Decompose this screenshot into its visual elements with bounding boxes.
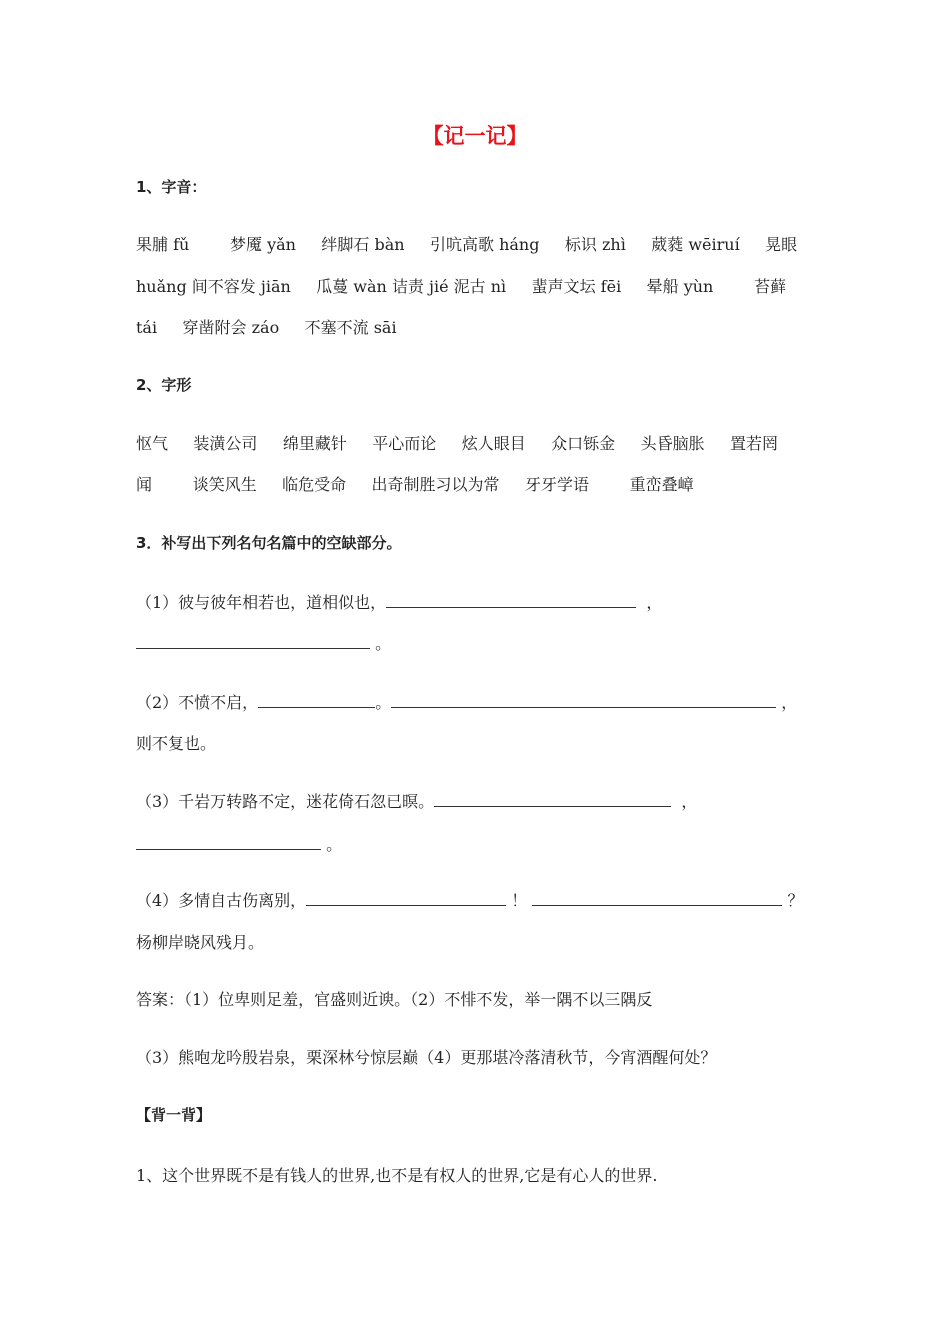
question-3 xyxy=(136,789,697,812)
question-2-cont: 则不复也。 xyxy=(136,734,217,753)
recite-line-1: 1、这个世界既不是有钱人的世界,也不是有权人的世界,它是有心人的世界. xyxy=(136,1166,658,1185)
page-title: 【记一记】 xyxy=(422,124,528,148)
punctuation: 。 xyxy=(375,634,392,653)
answer-blank[interactable] xyxy=(434,792,671,807)
pronunciation-line-3: tái 穿凿附会 záo 不塞不流 sāi xyxy=(136,318,397,337)
punctuation: ？ xyxy=(787,891,804,910)
question-2-text: （2）不愤不启， xyxy=(136,693,259,712)
characters-line-1: 怄气 装潢公司 绵里藏针 平心而论 炫人眼目 众口铄金 头昏脑胀 置若罔 xyxy=(136,434,779,453)
answer-blank[interactable] xyxy=(136,634,370,649)
section-heading-fill-blanks: 3．补写出下列名句名篇中的空缺部分。 xyxy=(136,534,402,552)
question-3-text: （3）千岩万转路不定，迷花倚石忽已暝。 xyxy=(136,792,435,811)
section-heading-characters: 2、字形 xyxy=(136,376,192,394)
punctuation: ！ xyxy=(511,891,528,910)
characters-line-2: 闻 谈笑风生 临危受命 出奇制胜习以为常 牙牙学语 重峦叠嶂 xyxy=(136,475,694,494)
answer-blank[interactable] xyxy=(386,593,636,608)
section-heading-recite: 【背一背】 xyxy=(136,1106,212,1124)
answer-blank[interactable] xyxy=(532,891,782,906)
question-1-text: （1）彼与彼年相若也，道相似也， xyxy=(136,593,387,612)
punctuation: ， xyxy=(646,593,663,612)
pronunciation-line-2: huǎng 间不容发 jiān 瓜蔓 wàn 诘责 jié 泥古 nì 蜚声文坛 fēi 晕船 yùn 苔藓 xyxy=(136,277,787,296)
question-3-cont xyxy=(136,832,342,855)
question-4 xyxy=(136,888,804,911)
answer-blank[interactable] xyxy=(306,891,506,906)
section-heading-pronunciation: 1、字音： xyxy=(136,178,207,196)
question-1-cont xyxy=(136,631,391,654)
answer-line-1: 答案：（1）位卑则足羞，官盛则近谀。（2）不悱不发，举一隅不以三隅反 xyxy=(136,990,653,1009)
punctuation: ， xyxy=(681,792,698,811)
answer-line-2: （3）熊咆龙吟殷岩泉，栗深林兮惊层巅（4）更那堪冷落清秋节，今宵酒醒何处？ xyxy=(136,1048,717,1067)
punctuation: ， xyxy=(781,693,798,712)
answer-blank[interactable] xyxy=(136,835,321,850)
answer-blank[interactable] xyxy=(258,693,375,708)
answer-blank[interactable] xyxy=(391,693,776,708)
question-4-cont: 杨柳岸晓风残月。 xyxy=(136,933,265,952)
question-4-text: （4）多情自古伤离别， xyxy=(136,891,307,910)
punctuation: 。 xyxy=(375,693,392,712)
question-2 xyxy=(136,690,797,713)
punctuation: 。 xyxy=(326,835,343,854)
question-1 xyxy=(136,590,662,613)
pronunciation-line-1: 果脯 fǔ 梦魇 yǎn 绊脚石 bàn 引吭高歌 háng 标识 zhì 葳蕤 wēiruí 晃眼 xyxy=(136,235,798,254)
